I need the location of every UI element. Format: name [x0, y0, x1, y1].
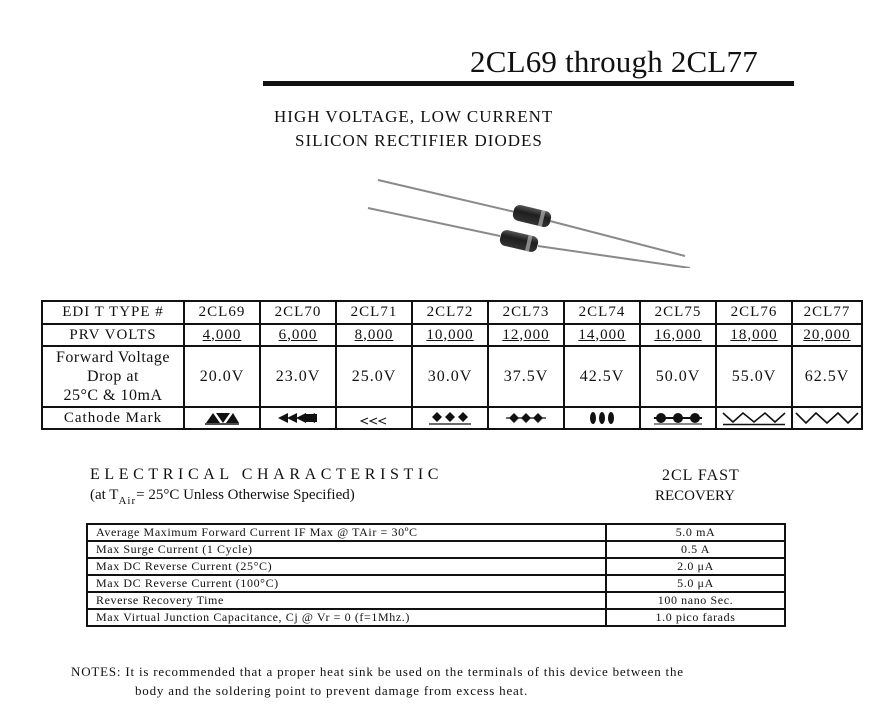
type-cell: 2CL69 — [184, 301, 260, 324]
table-row — [87, 575, 785, 592]
forward-voltage-label — [42, 346, 184, 407]
type-cell: 2CL76 — [716, 301, 792, 324]
fv-label-line: Forward Voltage — [55, 349, 170, 366]
forward-voltage-row — [42, 346, 862, 407]
prv-cell: 6,000 — [260, 324, 336, 346]
value-cell: 100 nano Sec. — [606, 592, 785, 609]
condition-suffix: = 25°C Unless Otherwise Specified) — [136, 487, 355, 503]
table-row — [87, 609, 785, 626]
cathode-mark-cell — [412, 407, 488, 429]
value-cell: 5.0 mA — [606, 524, 785, 541]
fv-cell: 50.0V — [640, 346, 716, 407]
type-cell: 2CL72 — [412, 301, 488, 324]
title-underline — [263, 81, 794, 86]
type-cell: 2CL75 — [640, 301, 716, 324]
prv-cell: 8,000 — [336, 324, 412, 346]
subtitle-line-1: HIGH VOLTAGE, LOW CURRENT — [274, 107, 554, 126]
fv-cell: 42.5V — [564, 346, 640, 407]
fv-cell: 62.5V — [792, 346, 862, 407]
condition-subscript: Air — [118, 495, 137, 507]
param-cell: Max Virtual Junction Capacitance, Cj @ Vr = 0 (f=1Mhz.) — [87, 609, 606, 626]
prv-cell: 10,000 — [412, 324, 488, 346]
fv-label-line: 25°C & 10mA — [63, 387, 163, 404]
prv-cell: 18,000 — [716, 324, 792, 346]
type-cell: 2CL74 — [564, 301, 640, 324]
fv-cell: 55.0V — [716, 346, 792, 407]
cathode-mark-cell — [184, 407, 260, 429]
subtitle-line-2: SILICON RECTIFIER DIODES — [295, 131, 543, 150]
type-cell: 2CL73 — [488, 301, 564, 324]
table-row — [87, 524, 785, 541]
notes-line-2: body and the soldering point to prevent damage from excess heat. — [135, 683, 529, 698]
cathode-mark-row — [42, 407, 862, 429]
diamonds-mark-icon — [506, 411, 546, 425]
param-cell: Max DC Reverse Current (25°C) — [87, 558, 606, 575]
dots-line-mark-icon — [653, 411, 703, 425]
condition-prefix: (at T — [90, 487, 119, 503]
cathode-mark-cell — [488, 407, 564, 429]
type-cell: 2CL77 — [792, 301, 862, 324]
electrical-heading: ELECTRICAL CHARACTERISTIC — [90, 466, 444, 483]
triangles-mark-icon — [204, 411, 240, 425]
fast-recovery-header-2: RECOVERY — [655, 488, 736, 504]
zigzag-mark-icon — [795, 410, 859, 426]
param-cell: Reverse Recovery Time — [87, 592, 606, 609]
type-cell: 2CL70 — [260, 301, 336, 324]
value-cell: 0.5 A — [606, 541, 785, 558]
page-title: 2CL69 through 2CL77 — [470, 44, 758, 79]
table-row — [87, 558, 785, 575]
ovals-mark-icon — [587, 411, 617, 425]
zigzag-underline-mark-icon — [722, 410, 786, 426]
prv-cell: 16,000 — [640, 324, 716, 346]
cathode-mark-cell — [716, 407, 792, 429]
prv-row — [42, 324, 862, 346]
prv-cell: 14,000 — [564, 324, 640, 346]
thin-chevrons-mark-icon — [359, 411, 389, 425]
param-cell: Average Maximum Forward Current IF Max @ TAir = 30ºC — [87, 524, 606, 541]
type-row-label: EDI T TYPE # — [42, 301, 184, 324]
prv-row-label: PRV VOLTS — [42, 324, 184, 346]
cathode-mark-cell — [336, 407, 412, 429]
type-row — [42, 301, 862, 324]
param-cell: Max Surge Current (1 Cycle) — [87, 541, 606, 558]
fv-cell: 30.0V — [412, 346, 488, 407]
cathode-mark-cell — [564, 407, 640, 429]
diode-spec-table — [41, 300, 863, 430]
table-row — [87, 541, 785, 558]
electrical-table — [86, 523, 786, 627]
value-cell: 1.0 pico farads — [606, 609, 785, 626]
fv-cell: 25.0V — [336, 346, 412, 407]
diode-photo — [360, 168, 700, 268]
value-cell: 5.0 μA — [606, 575, 785, 592]
cathode-mark-cell — [260, 407, 336, 429]
param-cell: Max DC Reverse Current (100°C) — [87, 575, 606, 592]
fv-cell: 20.0V — [184, 346, 260, 407]
electrical-condition — [90, 487, 355, 507]
prv-cell: 4,000 — [184, 324, 260, 346]
fv-cell: 37.5V — [488, 346, 564, 407]
notes-line-1: NOTES: It is recommended that a proper heat sink be used on the terminals of this device between the — [71, 664, 684, 679]
type-cell: 2CL71 — [336, 301, 412, 324]
prv-cell: 12,000 — [488, 324, 564, 346]
cathode-row-label: Cathode Mark — [42, 407, 184, 429]
prv-cell: 20,000 — [792, 324, 862, 346]
value-cell: 2.0 μA — [606, 558, 785, 575]
cathode-mark-cell — [792, 407, 862, 429]
diamonds-underline-mark-icon — [428, 411, 472, 425]
fast-recovery-header-1: 2CL FAST — [662, 467, 740, 484]
chevrons-mark-icon — [276, 411, 320, 425]
fv-cell: 23.0V — [260, 346, 336, 407]
table-row — [87, 592, 785, 609]
cathode-mark-cell — [640, 407, 716, 429]
fv-label-line: Drop at — [87, 368, 139, 385]
